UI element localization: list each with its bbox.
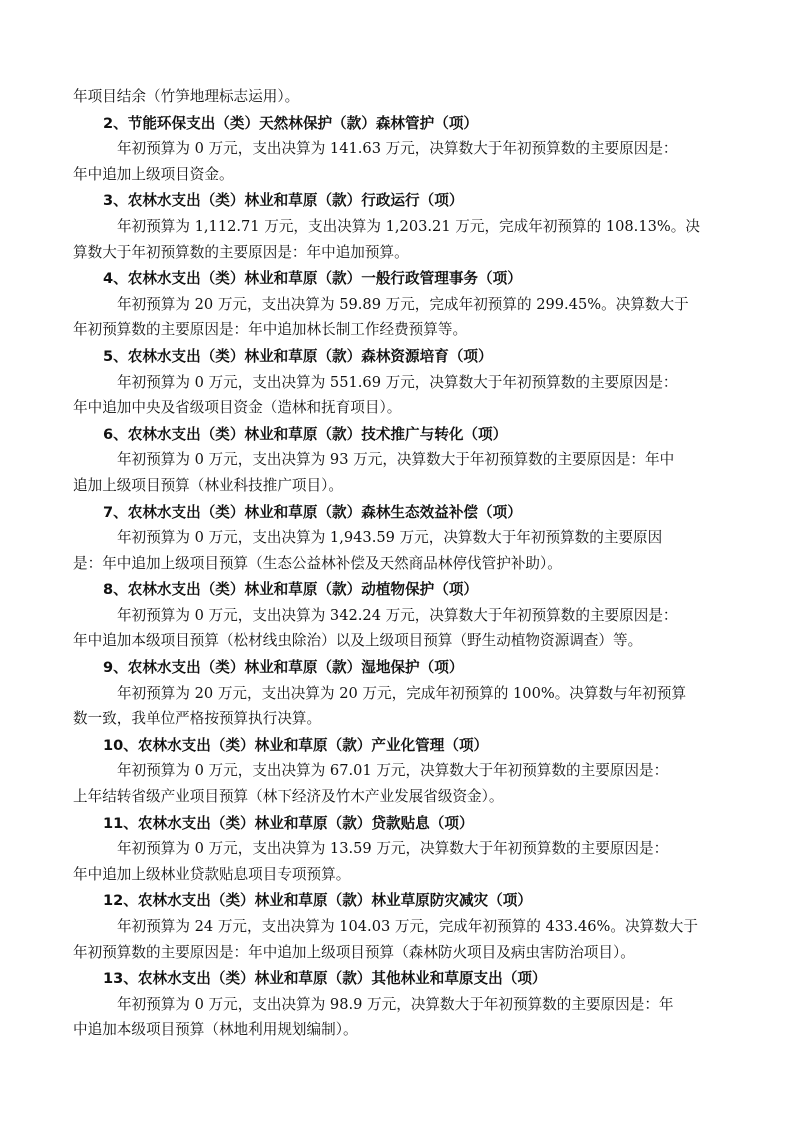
paragraph-line: 年初预算为 0 万元，支出决算为 141.63 万元，决算数大于年初预算数的主要原因是： xyxy=(117,140,678,158)
section-10 xyxy=(73,733,723,810)
section-heading: 5、农林水支出（类）林业和草原（款）森林资源培育（项） xyxy=(103,347,493,365)
paragraph-line: 数一致，我单位严格按预算执行决算。 xyxy=(73,710,322,728)
sections-container xyxy=(73,111,723,1043)
section-paragraph xyxy=(73,525,723,576)
paragraph-line: 年初预算为 20 万元，支出决算为 59.89 万元，完成年初预算的 299.45%。决算数大于 xyxy=(117,295,689,313)
section-heading: 10、农林水支出（类）林业和草原（款）产业化管理（项） xyxy=(103,736,489,754)
section-paragraph xyxy=(73,447,723,498)
section-heading: 3、农林水支出（类）林业和草原（款）行政运行（项） xyxy=(103,192,464,210)
section-6 xyxy=(73,422,723,499)
section-paragraph xyxy=(73,136,723,187)
section-heading: 6、农林水支出（类）林业和草原（款）技术推广与转化（项） xyxy=(103,425,508,443)
section-paragraph xyxy=(73,603,723,654)
paragraph-line: 年中追加中央及省级项目资金（造林和抚育项目）。 xyxy=(73,399,402,417)
paragraph-line: 中追加本级项目预算（林地利用规划编制）。 xyxy=(73,1021,358,1039)
intro-line: 年项目结余（竹笋地理标志运用）。 xyxy=(73,88,300,105)
section-heading: 11、农林水支出（类）林业和草原（款）贷款贴息（项） xyxy=(103,814,474,832)
paragraph-line: 年初预算为 0 万元，支出决算为 342.24 万元，决算数大于年初预算数的主要原因是： xyxy=(117,606,678,624)
section-paragraph xyxy=(73,992,723,1043)
paragraph-line: 年中追加本级项目预算（松材线虫除治）以及上级项目预算（野生动植物资源调查）等。 xyxy=(73,632,643,650)
section-8 xyxy=(73,577,723,654)
section-paragraph xyxy=(73,370,723,421)
section-heading: 9、农林水支出（类）林业和草原（款）湿地保护（项） xyxy=(103,659,464,677)
section-11 xyxy=(73,811,723,888)
section-heading: 8、农林水支出（类）林业和草原（款）动植物保护（项） xyxy=(103,581,479,599)
paragraph-line: 年初预算为 24 万元，支出决算为 104.03 万元，完成年初预算的 433.46%。决算数大于 xyxy=(117,918,698,935)
section-heading: 13、农林水支出（类）林业和草原（款）其他林业和草原支出（项） xyxy=(103,970,547,988)
paragraph-line: 年初预算为 0 万元，支出决算为 13.59 万元，决算数大于年初预算数的主要原因是： xyxy=(117,840,669,858)
paragraph-line: 年初预算为 0 万元，支出决算为 98.9 万元，决算数大于年初预算数的主要原因是：年 xyxy=(117,995,674,1013)
section-paragraph xyxy=(73,292,723,343)
section-paragraph xyxy=(73,914,723,965)
paragraph-line: 上年结转省级产业项目预算（林下经济及竹木产业发展省级资金）。 xyxy=(73,788,504,806)
paragraph-line: 算数大于年初预算数的主要原因是：年中追加预算。 xyxy=(73,243,409,261)
section-paragraph xyxy=(73,214,723,265)
paragraph-line: 年初预算为 20 万元，支出决算为 20 万元，完成年初预算的 100%。决算数与年初预算 xyxy=(117,684,687,702)
paragraph-line: 年初预算为 0 万元，支出决算为 67.01 万元，决算数大于年初预算数的主要原因是： xyxy=(117,762,669,780)
section-paragraph xyxy=(73,758,723,809)
section-7 xyxy=(73,500,723,577)
paragraph-line: 年初预算数的主要原因是：年中追加林长制工作经费预算等。 xyxy=(73,321,468,339)
paragraph-line: 年初预算为 0 万元，支出决算为 551.69 万元，决算数大于年初预算数的主要原因是： xyxy=(117,373,678,391)
section-5 xyxy=(73,344,723,421)
section-4 xyxy=(73,266,723,343)
section-12 xyxy=(73,888,723,965)
paragraph-line: 年中追加上级林业贷款贴息项目专项预算。 xyxy=(73,865,351,883)
section-heading: 7、农林水支出（类）林业和草原（款）森林生态效益补偿（项） xyxy=(103,503,522,521)
section-2 xyxy=(73,111,723,188)
section-13 xyxy=(73,966,723,1043)
paragraph-line: 年初预算为 0 万元，支出决算为 1,943.59 万元，决算数大于年初预算数的主要原因 xyxy=(117,529,663,547)
paragraph-line: 是：年中追加上级项目预算（生态公益林补偿及天然商品林停伐管护补助）。 xyxy=(73,554,562,572)
section-paragraph xyxy=(73,836,723,887)
section-3 xyxy=(73,188,723,265)
paragraph-line: 年初预算数的主要原因是：年中追加上级项目预算（森林防火项目及病虫害防治项目）。 xyxy=(73,943,635,961)
section-heading: 4、农林水支出（类）林业和草原（款）一般行政管理事务（项） xyxy=(103,270,522,288)
paragraph-line: 年初预算为 1,112.71 万元，支出决算为 1,203.21 万元，完成年初预算的 108.13%。决 xyxy=(117,217,700,235)
paragraph-line: 年初预算为 0 万元，支出决算为 93 万元，决算数大于年初预算数的主要原因是：年中 xyxy=(117,451,675,469)
paragraph-line: 追加上级项目预算（林业科技推广项目）。 xyxy=(73,476,343,494)
section-9 xyxy=(73,655,723,732)
section-heading: 2、节能环保支出（类）天然林保护（款）森林管护（项） xyxy=(103,114,479,132)
paragraph-line: 年中追加上级项目资金。 xyxy=(73,165,234,183)
document-page xyxy=(73,84,723,1043)
section-heading: 12、农林水支出（类）林业和草原（款）林业草原防灾减灾（项） xyxy=(103,892,532,910)
section-paragraph xyxy=(73,681,723,732)
